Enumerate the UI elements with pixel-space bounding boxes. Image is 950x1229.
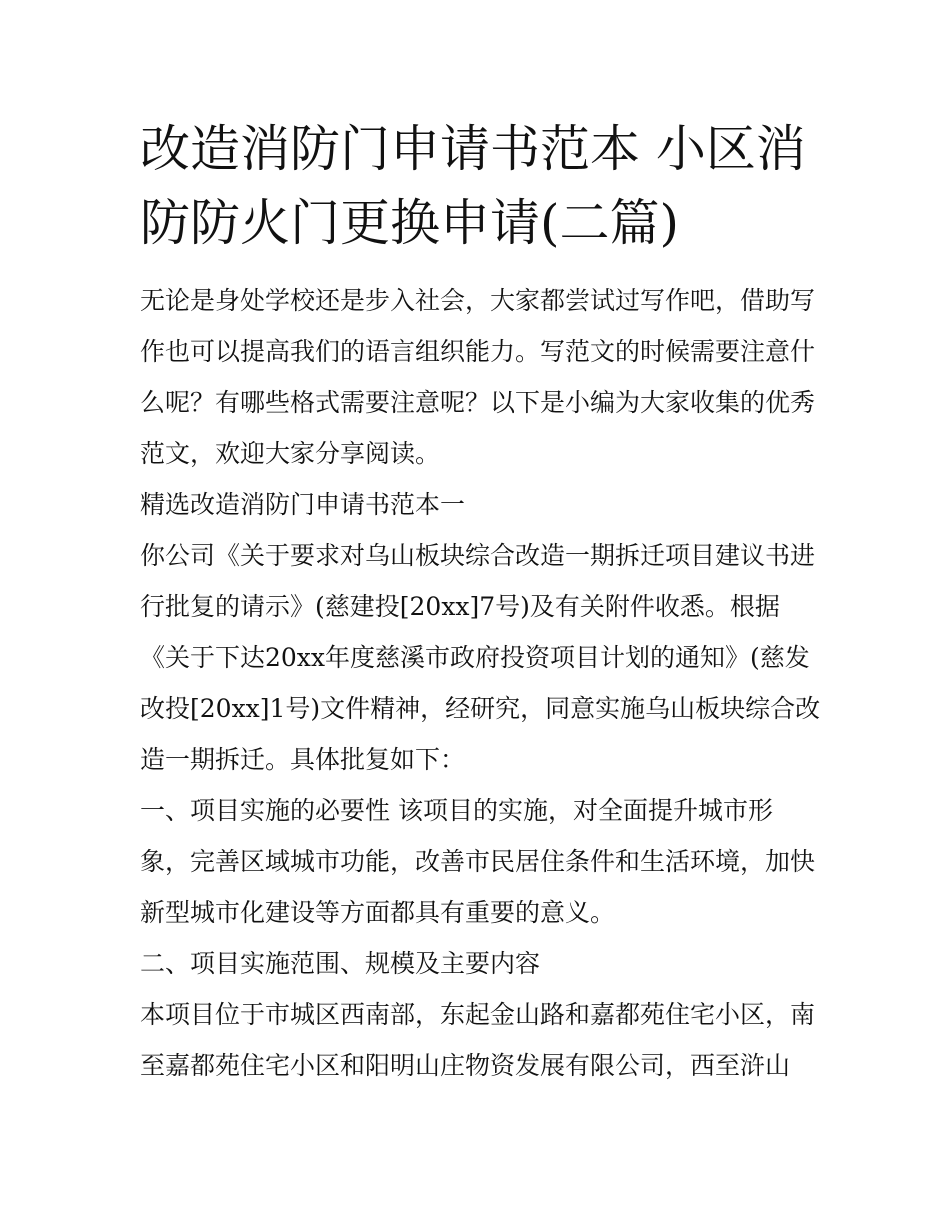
paragraph-line: 无论是身处学校还是步入社会，大家都尝试过写作吧，借助写 — [140, 286, 816, 315]
paragraph-line: 改投[20xx]1号)文件精神，经研究，同意实施乌山板块综合改 — [140, 694, 821, 723]
paragraph-line: 一、项目实施的必要性 该项目的实施，对全面提升城市形 — [140, 796, 773, 825]
section-heading: 二、项目实施范围、规模及主要内容 — [140, 949, 541, 978]
paragraph-line: 《关于下达20xx年度慈溪市政府投资项目计划的通知》(慈发 — [140, 643, 810, 672]
section-heading: 精选改造消防门申请书范本一 — [140, 490, 466, 519]
paragraph-line: 本项目位于市城区西南部，东起金山路和嘉都苑住宅小区，南 — [140, 1000, 816, 1029]
paragraph-line: 至嘉都苑住宅小区和阳明山庄物资发展有限公司，西至浒山 — [140, 1051, 791, 1080]
paragraph-line: 象，完善区域城市功能，改善市民居住条件和生活环境，加快 — [140, 847, 816, 876]
paragraph-line: 范文，欢迎大家分享阅读。 — [140, 439, 441, 468]
paragraph-line: 作也可以提高我们的语言组织能力。写范文的时候需要注意什 — [140, 337, 816, 366]
paragraph-line: 新型城市化建设等方面都具有重要的意义。 — [140, 898, 616, 927]
paragraph-line: 你公司《关于要求对乌山板块综合改造一期拆迁项目建议书进 — [140, 541, 816, 570]
paragraph-line: 造一期拆迁。具体批复如下： — [140, 745, 466, 774]
paragraph-line: 么呢？有哪些格式需要注意呢？以下是小编为大家收集的优秀 — [140, 388, 816, 417]
paragraph-line: 行批复的请示》(慈建投[20xx]7号)及有关附件收悉。根据 — [140, 592, 780, 621]
document-title: 改造消防门申请书范本 小区消防防火门更换申请(二篇) — [140, 120, 806, 252]
